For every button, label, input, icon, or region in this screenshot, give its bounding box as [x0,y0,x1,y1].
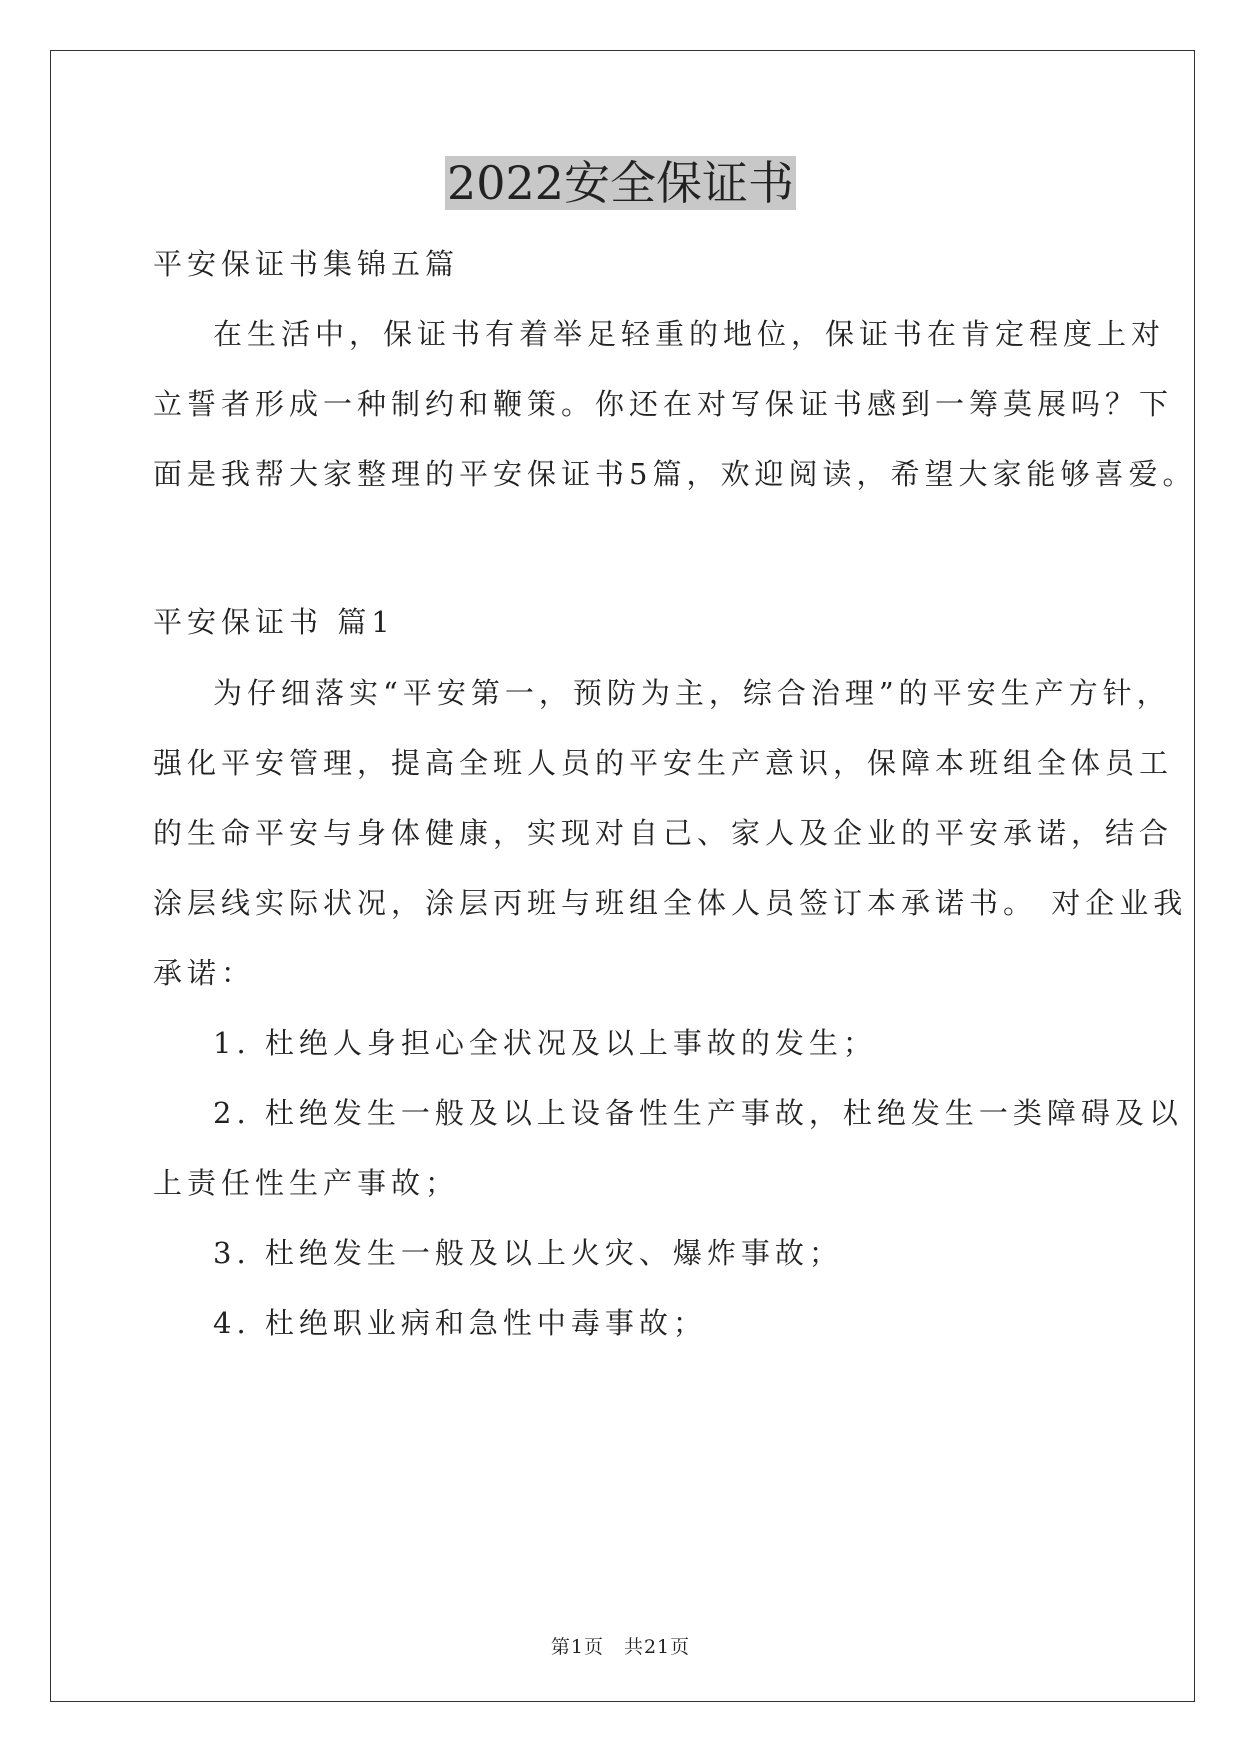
section-line-4: 涂层线实际状况，涂层丙班与班组全体人员签订本承诺书。 对企业我 [153,886,1188,920]
list-item-1: 1. 杜绝人身担心全状况及以上事故的发生； [213,1026,877,1060]
intro-line-1: 在生活中，保证书有着举足轻重的地位，保证书在肯定程度上对 [213,317,1166,351]
section-line-2: 强化平安管理，提高全班人员的平安生产意识，保障本班组全体员工 [153,746,1174,780]
document-title [0,153,1241,213]
document-subtitle: 平安保证书集锦五篇 [153,247,460,281]
section-line-5: 承诺： [153,956,256,990]
section-line-1: 为仔细落实“平安第一，预防为主，综合治理”的平安生产方针， [213,676,1171,710]
document-title-text: 2022安全保证书 [446,156,795,210]
page-border [50,50,1195,1702]
list-item-2: 2. 杜绝发生一般及以上设备性生产事故，杜绝发生一类障碍及以 [213,1096,1183,1130]
list-item-2-continued: 上责任性生产事故； [153,1166,460,1200]
intro-line-3: 面是我帮大家整理的平安保证书5篇，欢迎阅读，希望大家能够喜爱。 [153,457,1197,491]
section-heading: 平安保证书 篇1 [153,605,395,639]
section-line-3: 的生命平安与身体健康，实现对自己、家人及企业的平安承诺，结合 [153,816,1174,850]
intro-line-2: 立誓者形成一种制约和鞭策。你还在对写保证书感到一筹莫展吗？下 [153,387,1174,421]
page-number-footer: 第1页 共21页 [550,1636,691,1658]
list-item-4: 4. 杜绝职业病和急性中毒事故； [213,1306,707,1340]
list-item-3: 3. 杜绝发生一般及以上火灾、爆炸事故； [213,1236,843,1270]
